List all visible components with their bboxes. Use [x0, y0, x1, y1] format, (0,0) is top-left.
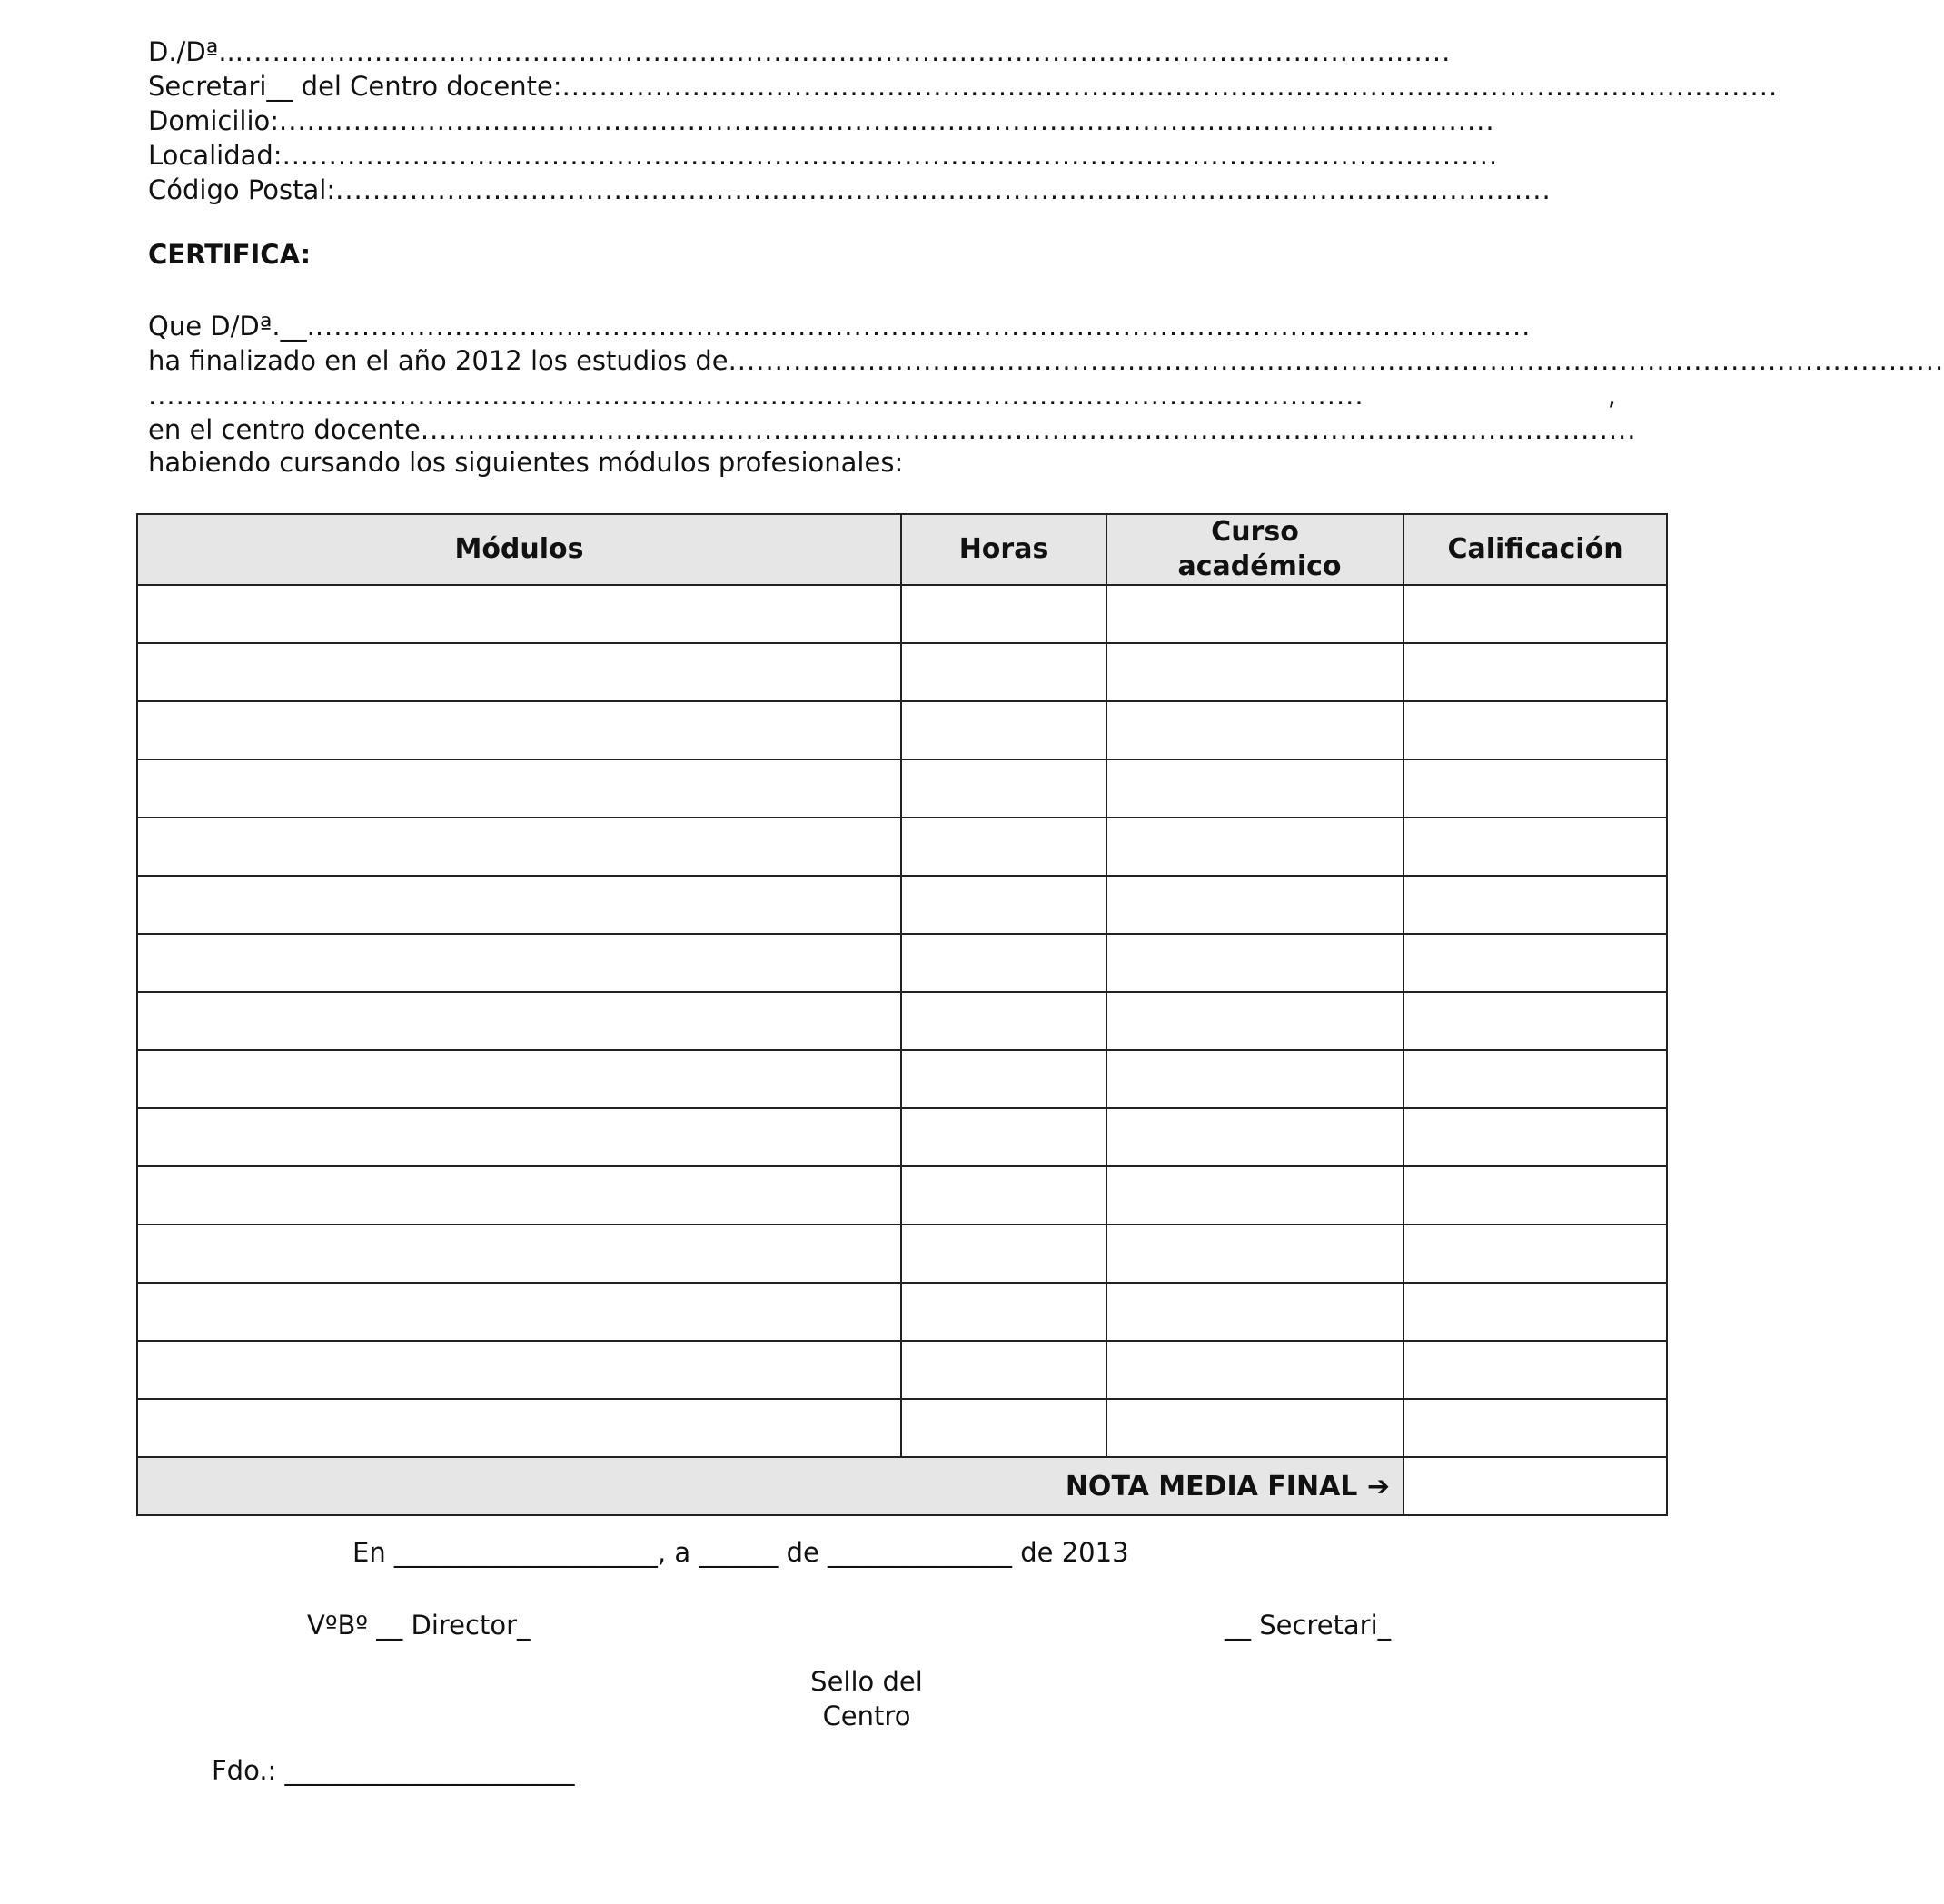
- fill-dots: ...................................................................................................................................: [561, 71, 1779, 102]
- field-label: Localidad:: [148, 140, 283, 171]
- body-field-studies[interactable]: [148, 343, 1944, 378]
- table-row: [137, 1050, 1667, 1108]
- course-cell[interactable]: [1106, 643, 1403, 701]
- course-cell[interactable]: [1106, 1341, 1403, 1399]
- table-row: [137, 759, 1667, 818]
- course-cell[interactable]: [1106, 992, 1403, 1050]
- intro-text: habiendo cursando los siguientes módulos profesionales:: [148, 447, 904, 478]
- nota-media-final-label: NOTA MEDIA FINAL ➔: [137, 1457, 1403, 1515]
- hours-cell[interactable]: [901, 759, 1106, 818]
- course-cell[interactable]: [1106, 1225, 1403, 1283]
- header-modulos: Módulos: [137, 514, 901, 585]
- course-cell[interactable]: [1106, 876, 1403, 934]
- module-cell[interactable]: [137, 1108, 901, 1166]
- module-cell[interactable]: [137, 759, 901, 818]
- course-cell[interactable]: [1106, 759, 1403, 818]
- module-cell[interactable]: [137, 1050, 901, 1108]
- grade-cell[interactable]: [1403, 1108, 1667, 1166]
- certifica-heading: CERTIFICA:: [148, 239, 312, 270]
- modules-table: [136, 513, 1668, 1516]
- course-cell[interactable]: [1106, 1399, 1403, 1457]
- field-label: en el centro docente: [148, 414, 421, 445]
- table-row: [137, 1341, 1667, 1399]
- body-field-student[interactable]: [148, 309, 1606, 343]
- module-cell[interactable]: [137, 701, 901, 759]
- header-calificacion: Calificación: [1403, 514, 1667, 585]
- fill-dots: ...................................................................................................................................: [234, 36, 1452, 67]
- field-label: Código Postal:: [148, 174, 336, 205]
- hours-cell[interactable]: [901, 1166, 1106, 1225]
- grade-cell[interactable]: [1403, 876, 1667, 934]
- grade-cell[interactable]: [1403, 1399, 1667, 1457]
- header-field-localidad[interactable]: [148, 138, 1606, 173]
- grade-cell[interactable]: [1403, 1283, 1667, 1341]
- table-row: [137, 701, 1667, 759]
- hours-cell[interactable]: [901, 1399, 1106, 1457]
- table-row: [137, 876, 1667, 934]
- field-label: Domicilio:: [148, 105, 280, 136]
- table-row: [137, 818, 1667, 876]
- hours-cell[interactable]: [901, 818, 1106, 876]
- hours-cell[interactable]: [901, 876, 1106, 934]
- fill-dots: ...................................................................................................................................: [335, 174, 1552, 205]
- course-cell[interactable]: [1106, 1166, 1403, 1225]
- header-field-secretary-center[interactable]: [148, 69, 1779, 104]
- nota-media-final-cell[interactable]: [1403, 1457, 1667, 1515]
- hours-cell[interactable]: [901, 1108, 1106, 1166]
- course-cell[interactable]: [1106, 701, 1403, 759]
- secretary-label: __ Secretari_: [1225, 1610, 1392, 1641]
- table-row: [137, 1108, 1667, 1166]
- director-label: VºBº __ Director_: [307, 1610, 531, 1641]
- trailing-comma: ,: [1607, 380, 1616, 411]
- module-cell[interactable]: [137, 1399, 901, 1457]
- table-row: [137, 1399, 1667, 1457]
- table-header-row: [137, 514, 1667, 585]
- module-cell[interactable]: [137, 1283, 901, 1341]
- fill-dots: ...................................................................................................................................: [279, 105, 1495, 136]
- header-field-codigo-postal[interactable]: [148, 173, 1606, 207]
- module-cell[interactable]: [137, 876, 901, 934]
- module-cell[interactable]: [137, 934, 901, 992]
- fill-dots: ...................................................................................................................................: [282, 140, 1499, 171]
- table-row: [137, 992, 1667, 1050]
- course-cell[interactable]: [1106, 585, 1403, 643]
- hours-cell[interactable]: [901, 585, 1106, 643]
- final-row: [137, 1457, 1667, 1515]
- grade-cell[interactable]: [1403, 992, 1667, 1050]
- hours-cell[interactable]: [901, 934, 1106, 992]
- grade-cell[interactable]: [1403, 585, 1667, 643]
- grade-cell[interactable]: [1403, 759, 1667, 818]
- grade-cell[interactable]: [1403, 934, 1667, 992]
- grade-cell[interactable]: [1403, 1166, 1667, 1225]
- signature-line[interactable]: Fdo.: ______________________: [212, 1755, 575, 1786]
- hours-cell[interactable]: [901, 701, 1106, 759]
- field-label: Secretari__ del Centro docente:: [148, 71, 562, 102]
- hours-cell[interactable]: [901, 643, 1106, 701]
- seal-area: [781, 1664, 952, 1733]
- seal-line-2: Centro: [822, 1701, 911, 1731]
- module-cell[interactable]: [137, 643, 901, 701]
- hours-cell[interactable]: [901, 1050, 1106, 1108]
- table-row: [137, 934, 1667, 992]
- course-cell[interactable]: [1106, 1108, 1403, 1166]
- table-row: [137, 585, 1667, 643]
- grade-cell[interactable]: [1403, 818, 1667, 876]
- field-label: Que D/Dª.__.: [148, 311, 315, 342]
- grade-cell[interactable]: [1403, 1341, 1667, 1399]
- table-row: [137, 643, 1667, 701]
- fill-dots: ...................................................................................................................................: [728, 345, 1944, 376]
- course-cell[interactable]: [1106, 818, 1403, 876]
- module-cell[interactable]: [137, 818, 901, 876]
- course-cell[interactable]: [1106, 1050, 1403, 1108]
- course-cell[interactable]: [1106, 934, 1403, 992]
- course-cell[interactable]: [1106, 1283, 1403, 1341]
- module-cell[interactable]: [137, 1341, 901, 1399]
- table-row: [137, 1225, 1667, 1283]
- module-cell[interactable]: [137, 1166, 901, 1225]
- grade-cell[interactable]: [1403, 1050, 1667, 1108]
- fill-dots: ...................................................................................................................................: [420, 414, 1637, 445]
- header-horas: Horas: [901, 514, 1106, 585]
- table-body: [137, 585, 1667, 1457]
- fill-dots: ...................................................................................................................................: [148, 380, 1364, 411]
- date-line[interactable]: En ____________________, a ______ de ______________ de 2013: [352, 1537, 1129, 1568]
- hours-cell[interactable]: [901, 1341, 1106, 1399]
- hours-cell[interactable]: [901, 992, 1106, 1050]
- hours-cell[interactable]: [901, 1225, 1106, 1283]
- module-cell[interactable]: [137, 585, 901, 643]
- header-curso-academico-text: Curso académico: [1177, 516, 1342, 582]
- field-label: ha finalizado en el año 2012 los estudios de: [148, 345, 729, 376]
- hours-cell[interactable]: [901, 1283, 1106, 1341]
- body-field-studies-continued[interactable]: [148, 378, 1616, 412]
- field-label: D./Dª..: [148, 36, 235, 67]
- seal-line-1: Sello del: [810, 1666, 923, 1697]
- grade-cell[interactable]: [1403, 701, 1667, 759]
- fill-dots: ...................................................................................................................................: [314, 311, 1532, 342]
- module-cell[interactable]: [137, 992, 901, 1050]
- table-row: [137, 1283, 1667, 1341]
- grade-cell[interactable]: [1403, 643, 1667, 701]
- body-field-centro-docente[interactable]: [148, 412, 1637, 447]
- grade-cell[interactable]: [1403, 1225, 1667, 1283]
- module-cell[interactable]: [137, 1225, 901, 1283]
- header-field-domicilio[interactable]: [148, 104, 1606, 138]
- header-curso-academico: [1106, 514, 1403, 585]
- table-row: [137, 1166, 1667, 1225]
- header-field-name[interactable]: [148, 35, 1606, 69]
